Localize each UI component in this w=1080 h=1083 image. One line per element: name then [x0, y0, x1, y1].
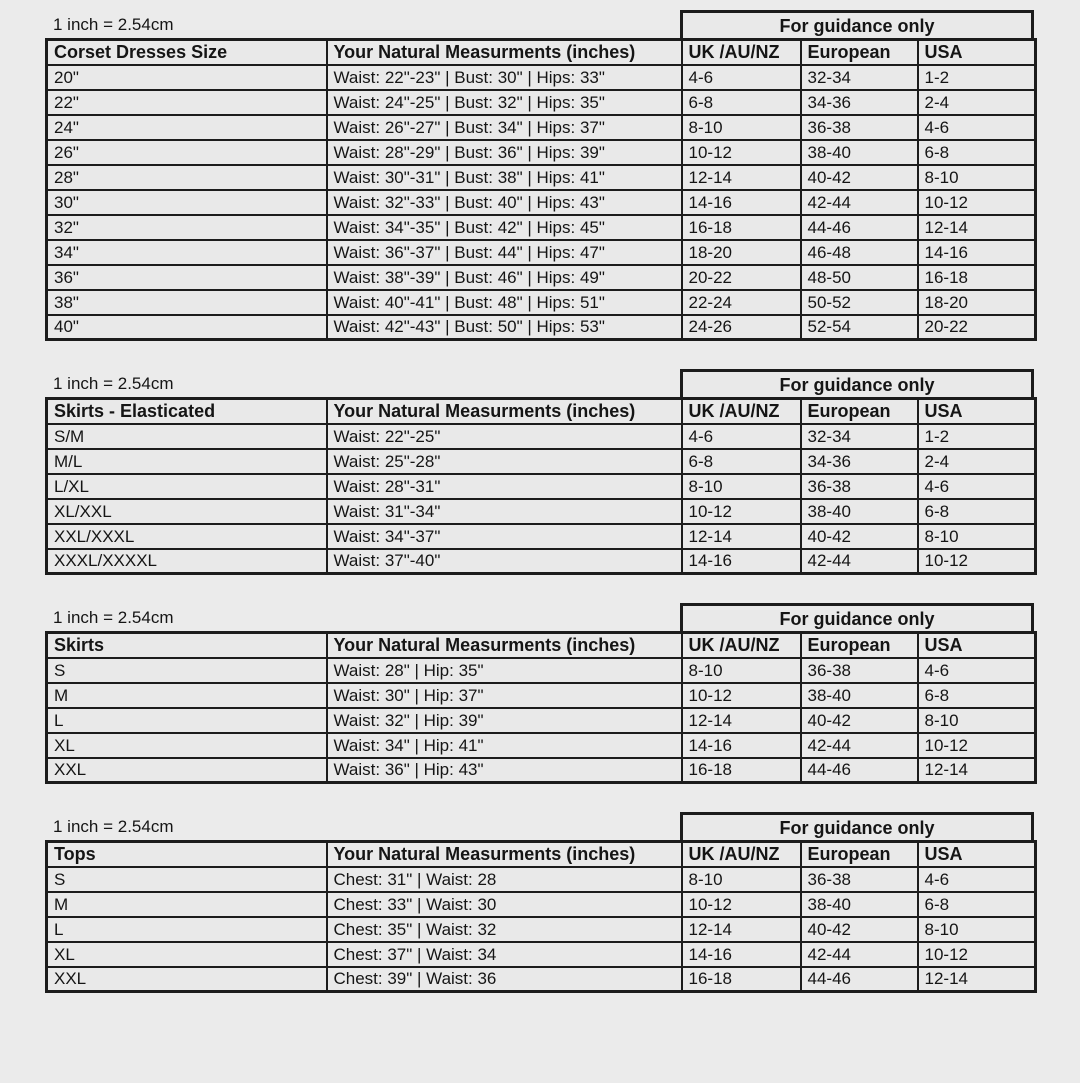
- conversion-note: 1 inch = 2.54cm: [53, 608, 174, 627]
- cell-usa: 1-2: [918, 65, 1036, 90]
- skirts-size-table: [45, 631, 1037, 784]
- table-row: [47, 683, 1036, 708]
- corset-dresses-size-table-section: [45, 10, 1034, 341]
- table-row: [47, 474, 1036, 499]
- cell-european: 36-38: [801, 658, 918, 683]
- cell-size: 40": [47, 315, 327, 340]
- cell-size: 34": [47, 240, 327, 265]
- header-row: [47, 40, 1036, 65]
- cell-size: XL: [47, 942, 327, 967]
- col-header-measurements: Your Natural Measurments (inches): [327, 399, 682, 424]
- cell-size: 28": [47, 165, 327, 190]
- cell-size: XL: [47, 733, 327, 758]
- table-row: [47, 265, 1036, 290]
- cell-measurements: Waist: 22"-25": [327, 424, 682, 449]
- cell-usa: 4-6: [918, 867, 1036, 892]
- cell-european: 38-40: [801, 140, 918, 165]
- cell-european: 34-36: [801, 449, 918, 474]
- cell-usa: 4-6: [918, 474, 1036, 499]
- col-header-usa: USA: [918, 842, 1036, 867]
- table-row: [47, 708, 1036, 733]
- table-row: [47, 499, 1036, 524]
- col-header-measurements: Your Natural Measurments (inches): [327, 633, 682, 658]
- col-header-usa: USA: [918, 633, 1036, 658]
- cell-uk-au-nz: 12-14: [682, 708, 801, 733]
- cell-european: 38-40: [801, 683, 918, 708]
- cell-size: L: [47, 917, 327, 942]
- cell-size: M/L: [47, 449, 327, 474]
- cell-european: 36-38: [801, 867, 918, 892]
- cell-size: S: [47, 658, 327, 683]
- cell-european: 40-42: [801, 917, 918, 942]
- conversion-note: 1 inch = 2.54cm: [53, 374, 174, 393]
- table-row: [47, 424, 1036, 449]
- cell-usa: 10-12: [918, 549, 1036, 574]
- cell-usa: 10-12: [918, 733, 1036, 758]
- col-header-european: European: [801, 399, 918, 424]
- cell-uk-au-nz: 8-10: [682, 474, 801, 499]
- cell-uk-au-nz: 22-24: [682, 290, 801, 315]
- cell-european: 38-40: [801, 499, 918, 524]
- table-row: [47, 549, 1036, 574]
- guidance-header: For guidance only: [680, 369, 1034, 397]
- cell-usa: 8-10: [918, 165, 1036, 190]
- header-row: [47, 399, 1036, 424]
- table-row: [47, 658, 1036, 683]
- cell-uk-au-nz: 10-12: [682, 499, 801, 524]
- cell-measurements: Waist: 22"-23" | Bust: 30" | Hips: 33": [327, 65, 682, 90]
- cell-uk-au-nz: 12-14: [682, 917, 801, 942]
- table-row: [47, 240, 1036, 265]
- cell-uk-au-nz: 20-22: [682, 265, 801, 290]
- cell-usa: 12-14: [918, 967, 1036, 992]
- table-top-band: [45, 603, 1034, 631]
- cell-european: 50-52: [801, 290, 918, 315]
- cell-european: 46-48: [801, 240, 918, 265]
- cell-size: 20": [47, 65, 327, 90]
- col-header-category: Skirts: [47, 633, 327, 658]
- table-row: [47, 115, 1036, 140]
- cell-usa: 6-8: [918, 499, 1036, 524]
- cell-measurements: Waist: 38"-39" | Bust: 46" | Hips: 49": [327, 265, 682, 290]
- cell-european: 32-34: [801, 424, 918, 449]
- cell-uk-au-nz: 16-18: [682, 967, 801, 992]
- cell-size: 38": [47, 290, 327, 315]
- cell-usa: 12-14: [918, 215, 1036, 240]
- cell-measurements: Waist: 30"-31" | Bust: 38" | Hips: 41": [327, 165, 682, 190]
- table-row: [47, 165, 1036, 190]
- guidance-header: For guidance only: [680, 812, 1034, 840]
- table-row: [47, 290, 1036, 315]
- cell-size: S/M: [47, 424, 327, 449]
- cell-uk-au-nz: 14-16: [682, 733, 801, 758]
- cell-european: 52-54: [801, 315, 918, 340]
- cell-measurements: Waist: 32" | Hip: 39": [327, 708, 682, 733]
- table-row: [47, 524, 1036, 549]
- table-row: [47, 140, 1036, 165]
- cell-usa: 12-14: [918, 758, 1036, 783]
- cell-uk-au-nz: 10-12: [682, 140, 801, 165]
- cell-european: 36-38: [801, 115, 918, 140]
- table-row: [47, 942, 1036, 967]
- cell-usa: 8-10: [918, 524, 1036, 549]
- col-header-uk-au-nz: UK /AU/NZ: [682, 399, 801, 424]
- cell-size: 30": [47, 190, 327, 215]
- tops-size-table-section: [45, 812, 1034, 993]
- cell-measurements: Waist: 24"-25" | Bust: 32" | Hips: 35": [327, 90, 682, 115]
- col-header-european: European: [801, 633, 918, 658]
- cell-size: S: [47, 867, 327, 892]
- cell-usa: 8-10: [918, 708, 1036, 733]
- cell-european: 38-40: [801, 892, 918, 917]
- cell-measurements: Waist: 28" | Hip: 35": [327, 658, 682, 683]
- cell-measurements: Waist: 28"-31": [327, 474, 682, 499]
- table-row: [47, 967, 1036, 992]
- cell-measurements: Waist: 31"-34": [327, 499, 682, 524]
- conversion-note: 1 inch = 2.54cm: [53, 15, 174, 34]
- cell-uk-au-nz: 18-20: [682, 240, 801, 265]
- cell-size: XXL/XXXL: [47, 524, 327, 549]
- cell-usa: 16-18: [918, 265, 1036, 290]
- table-row: [47, 315, 1036, 340]
- table-row: [47, 215, 1036, 240]
- cell-usa: 18-20: [918, 290, 1036, 315]
- cell-measurements: Chest: 35" | Waist: 32: [327, 917, 682, 942]
- cell-measurements: Waist: 30" | Hip: 37": [327, 683, 682, 708]
- corset-dresses-size-table: [45, 38, 1037, 341]
- cell-usa: 2-4: [918, 90, 1036, 115]
- cell-measurements: Waist: 36"-37" | Bust: 44" | Hips: 47": [327, 240, 682, 265]
- table-row: [47, 90, 1036, 115]
- cell-uk-au-nz: 12-14: [682, 524, 801, 549]
- cell-usa: 2-4: [918, 449, 1036, 474]
- cell-european: 44-46: [801, 758, 918, 783]
- table-row: [47, 733, 1036, 758]
- cell-usa: 20-22: [918, 315, 1036, 340]
- cell-usa: 10-12: [918, 942, 1036, 967]
- cell-measurements: Waist: 26"-27" | Bust: 34" | Hips: 37": [327, 115, 682, 140]
- cell-size: 36": [47, 265, 327, 290]
- cell-measurements: Waist: 36" | Hip: 43": [327, 758, 682, 783]
- cell-measurements: Waist: 37"-40": [327, 549, 682, 574]
- cell-measurements: Chest: 37" | Waist: 34: [327, 942, 682, 967]
- cell-uk-au-nz: 10-12: [682, 683, 801, 708]
- table-row: [47, 892, 1036, 917]
- col-header-european: European: [801, 842, 918, 867]
- cell-uk-au-nz: 4-6: [682, 65, 801, 90]
- cell-size: M: [47, 683, 327, 708]
- conversion-note: 1 inch = 2.54cm: [53, 817, 174, 836]
- cell-measurements: Waist: 42"-43" | Bust: 50" | Hips: 53": [327, 315, 682, 340]
- table-row: [47, 867, 1036, 892]
- cell-measurements: Waist: 40"-41" | Bust: 48" | Hips: 51": [327, 290, 682, 315]
- cell-uk-au-nz: 10-12: [682, 892, 801, 917]
- header-row: [47, 842, 1036, 867]
- cell-european: 42-44: [801, 733, 918, 758]
- header-row: [47, 633, 1036, 658]
- cell-uk-au-nz: 24-26: [682, 315, 801, 340]
- cell-measurements: Waist: 34"-37": [327, 524, 682, 549]
- cell-size: XXXL/XXXXL: [47, 549, 327, 574]
- cell-uk-au-nz: 14-16: [682, 942, 801, 967]
- cell-uk-au-nz: 8-10: [682, 867, 801, 892]
- cell-european: 42-44: [801, 549, 918, 574]
- col-header-uk-au-nz: UK /AU/NZ: [682, 842, 801, 867]
- col-header-category: Corset Dresses Size: [47, 40, 327, 65]
- cell-european: 40-42: [801, 165, 918, 190]
- cell-size: L: [47, 708, 327, 733]
- table-row: [47, 65, 1036, 90]
- cell-uk-au-nz: 8-10: [682, 115, 801, 140]
- col-header-category: Tops: [47, 842, 327, 867]
- cell-uk-au-nz: 6-8: [682, 449, 801, 474]
- col-header-uk-au-nz: UK /AU/NZ: [682, 40, 801, 65]
- table-top-band: [45, 369, 1034, 397]
- table-row: [47, 917, 1036, 942]
- cell-size: 26": [47, 140, 327, 165]
- cell-size: L/XL: [47, 474, 327, 499]
- guidance-header: For guidance only: [680, 603, 1034, 631]
- skirts-elasticated-size-table-section: [45, 369, 1034, 575]
- skirts-size-table-section: [45, 603, 1034, 784]
- skirts-elasticated-size-table: [45, 397, 1037, 575]
- cell-european: 48-50: [801, 265, 918, 290]
- cell-size: M: [47, 892, 327, 917]
- table-row: [47, 758, 1036, 783]
- cell-european: 44-46: [801, 215, 918, 240]
- cell-measurements: Waist: 32"-33" | Bust: 40" | Hips: 43": [327, 190, 682, 215]
- col-header-uk-au-nz: UK /AU/NZ: [682, 633, 801, 658]
- cell-size: 32": [47, 215, 327, 240]
- cell-usa: 1-2: [918, 424, 1036, 449]
- col-header-measurements: Your Natural Measurments (inches): [327, 40, 682, 65]
- cell-usa: 4-6: [918, 658, 1036, 683]
- cell-european: 40-42: [801, 524, 918, 549]
- cell-uk-au-nz: 6-8: [682, 90, 801, 115]
- cell-uk-au-nz: 16-18: [682, 215, 801, 240]
- cell-size: XXL: [47, 758, 327, 783]
- cell-uk-au-nz: 12-14: [682, 165, 801, 190]
- table-top-band: [45, 10, 1034, 38]
- cell-european: 32-34: [801, 65, 918, 90]
- cell-measurements: Waist: 34"-35" | Bust: 42" | Hips: 45": [327, 215, 682, 240]
- cell-size: 22": [47, 90, 327, 115]
- cell-usa: 6-8: [918, 892, 1036, 917]
- cell-usa: 10-12: [918, 190, 1036, 215]
- cell-uk-au-nz: 14-16: [682, 549, 801, 574]
- col-header-measurements: Your Natural Measurments (inches): [327, 842, 682, 867]
- cell-size: XXL: [47, 967, 327, 992]
- cell-measurements: Chest: 39" | Waist: 36: [327, 967, 682, 992]
- cell-european: 36-38: [801, 474, 918, 499]
- guidance-header: For guidance only: [680, 10, 1034, 38]
- cell-european: 42-44: [801, 190, 918, 215]
- col-header-european: European: [801, 40, 918, 65]
- cell-usa: 6-8: [918, 683, 1036, 708]
- cell-measurements: Waist: 34" | Hip: 41": [327, 733, 682, 758]
- cell-size: XL/XXL: [47, 499, 327, 524]
- cell-measurements: Chest: 33" | Waist: 30: [327, 892, 682, 917]
- cell-uk-au-nz: 4-6: [682, 424, 801, 449]
- cell-usa: 14-16: [918, 240, 1036, 265]
- cell-european: 40-42: [801, 708, 918, 733]
- cell-usa: 4-6: [918, 115, 1036, 140]
- cell-uk-au-nz: 14-16: [682, 190, 801, 215]
- cell-european: 42-44: [801, 942, 918, 967]
- table-row: [47, 449, 1036, 474]
- table-top-band: [45, 812, 1034, 840]
- cell-european: 44-46: [801, 967, 918, 992]
- tops-size-table: [45, 840, 1037, 993]
- cell-measurements: Waist: 25"-28": [327, 449, 682, 474]
- cell-uk-au-nz: 16-18: [682, 758, 801, 783]
- col-header-usa: USA: [918, 399, 1036, 424]
- cell-usa: 8-10: [918, 917, 1036, 942]
- cell-size: 24": [47, 115, 327, 140]
- cell-uk-au-nz: 8-10: [682, 658, 801, 683]
- table-row: [47, 190, 1036, 215]
- col-header-usa: USA: [918, 40, 1036, 65]
- cell-measurements: Waist: 28"-29" | Bust: 36" | Hips: 39": [327, 140, 682, 165]
- cell-measurements: Chest: 31" | Waist: 28: [327, 867, 682, 892]
- col-header-category: Skirts - Elasticated: [47, 399, 327, 424]
- cell-usa: 6-8: [918, 140, 1036, 165]
- cell-european: 34-36: [801, 90, 918, 115]
